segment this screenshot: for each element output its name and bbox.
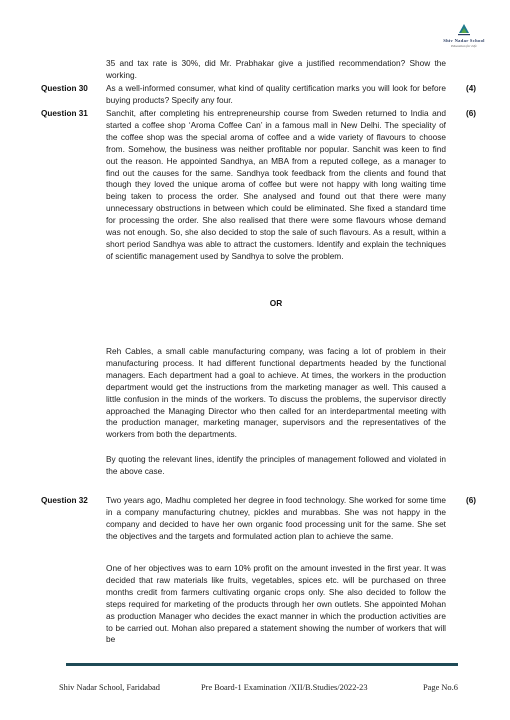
- logo-school-name: Shiv Nadar School: [443, 38, 485, 43]
- question-30-marks: (4): [466, 84, 477, 93]
- logo-tagline: Education for Life: [451, 44, 477, 48]
- question-32-marks: (6): [466, 496, 477, 505]
- question-31-text: Sanchit, after completing his entrepreneurship course from Sweden returned to India and started a coffee shop ‘Aroma Coffee Can’ in a famous mall in New Delhi. The speciality of the coffee shop was the special aroma of coffee and a wide variety of flavours to choose from. Somehow, the business was neither profitable nor popular. Sanchit was keen to find out the reason. He appointed Sandhya, an MBA from a reputed college, as a manager to find out the causes for the same. Sandhya took feedback from the clients and found that though they loved the unique aroma of coffee but were not happy with long waiting time being taken to process the order. She analysed and found out that there were many unnecessary obstructions in between which could be eliminated. She fixed a standard time for processing the order. She also realised that there were some flavours whose demand was not enough. So, she also decided to stop the sale of such flavours. As a result, within a short period Sandhya was able to attract the customers. Identify and explain the techniques of scientific management used by Sandhya to solve the problem.: [106, 108, 446, 261]
- question-32-text-part2: One of her objectives was to earn 10% profit on the amount invested in the first year. It was decided that raw materials like fruits, vegetables, spices etc. will be purchased on three months credit from farmers cultivating organic crops only. She also decided to follow the steps required for marketing of the products through her own outlets. She appointed Mohan as production Manager who decides the exact manner in which the production activities are to be carried out. Mohan also prepared a statement showing the number of workers that will be: [106, 563, 446, 645]
- footer-rule: [66, 663, 458, 666]
- school-emblem-icon: [457, 24, 471, 36]
- footer-school: Shiv Nadar School, Faridabad: [59, 683, 160, 692]
- question-32-label: Question 32: [41, 496, 88, 505]
- question-31-alternative-text: Reh Cables, a small cable manufacturing company, was facing a lot of problem in their manufacturing process. It had different functional departments headed by the functional managers. Each department had a goal to achieve. At times, the workers in the production department would get the instructions from the marketing manager as well. This caused a little confusion in the minds of the workers. To discuss the problems, the supervisor directly approached the Managing Director who then called for an interdepartmental meeting with the production manager, marketing manager, supervisors and the representatives of the workers from both the departments.: [106, 346, 446, 440]
- or-separator: OR: [269, 298, 283, 308]
- question-31-alternative-question: By quoting the relevant lines, identify the principles of management followed and violated in the above case.: [106, 454, 446, 476]
- footer-page-number: Page No.6: [423, 683, 458, 692]
- school-logo: [434, 24, 494, 48]
- question-31-marks: (6): [466, 109, 477, 118]
- question-30-label: Question 30: [41, 84, 88, 93]
- question-32-text-part1: Two years ago, Madhu completed her degree in food technology. She worked for some time in a company manufacturing chutney, pickles and murabbas. She was not happy in the company and decided to have her own organic food processing unit for the same. She set the objectives and the targets and formulated action plan to achieve the same.: [106, 495, 446, 541]
- footer-exam: Pre Board-1 Examination /XII/B.Studies/2022-23: [201, 683, 368, 692]
- continued-text: 35 and tax rate is 30%, did Mr. Prabhakar give a justified recommendation? Show the working.: [106, 58, 446, 80]
- question-30-text: As a well-informed consumer, what kind of quality certification marks you will look for before buying products? Specify any four.: [106, 83, 446, 105]
- question-31-label: Question 31: [41, 109, 88, 118]
